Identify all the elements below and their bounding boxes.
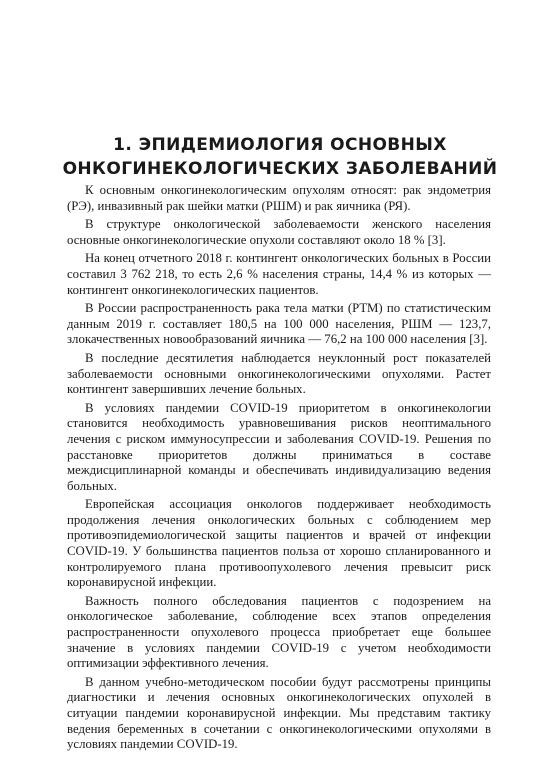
- paragraph-1: К основным онкогинекологическим опухолям относят: рак эндометрия (РЭ), инвазивный рак шейки матки (РШМ) и рак яичника (РЯ).: [67, 183, 491, 213]
- paragraph-5: В последние десятилетия наблюдается неуклонный рост показателей заболеваемости основными онкогинекологическими опухолями. Растет контингент завершивших лечение больных.: [67, 350, 491, 397]
- paragraph-8: Важность полного обследования пациентов с подозрением на онкологическое заболевание, соблюдение всех этапов определения распространенности опухолевого процесса приобретает еще большее значение в условиях пандемии COVID-19 с учетом необходимости оптимизации эффективного лечения.: [67, 593, 491, 671]
- chapter-title-line-1: 1. ЭПИДЕМИОЛОГИЯ ОСНОВНЫХ: [113, 135, 447, 155]
- chapter-title-line-2: ОНКОГИНЕКОЛОГИЧЕСКИХ ЗАБОЛЕВАНИЙ: [62, 159, 498, 179]
- paragraph-7: Европейская ассоциация онкологов поддерживает необходимость продолжения лечения онкологических больных с соблюдением мер противоэпидемиологической защиты пациентов и врачей от инфекции COVID-19. У большинства пациентов польза от хорошо спланированного и контролируемого плана противоопухолевого лечения превысит риск коронавирусной инфекции.: [67, 497, 491, 590]
- paragraph-3: На конец отчетного 2018 г. контингент онкологических больных в России составил 3 762 218, то есть 2,6 % населения страны, 14,4 % из которых — контингент онкогинекологических пациентов.: [67, 251, 491, 297]
- paragraph-2: В структуре онкологической заболеваемости женского населения основные онкогинекологические опухоли составляют около 18 % [3].: [67, 217, 491, 247]
- paragraph-4: В России распространенность рака тела матки (РТМ) по статистическим данным 2019 г. составляет 180,5 на 100 000 населения, РШМ — 123,7, злокачественных новообразований яичника — 76,2 на 100 000 населения [3].: [67, 301, 491, 347]
- body-text: [67, 183, 491, 756]
- paragraph-9: В данном учебно-методическом пособии будут рассмотрены принципы диагностики и лечения основных онкогинекологических опухолей в ситуации пандемии коронавирусной инфекции. Мы представим тактику ведения беременных в сочетании с онкогинекологическими опухолями в условиях пандемии COVID-19.: [67, 674, 491, 752]
- paragraph-6: В условиях пандемии COVID-19 приоритетом в онкогинекологии становится необходимость уравновешивания рисков неоптимального лечения с риском иммуносупрессии и заболевания COVID-19. Решения по расстановке приоритетов должны приниматься в составе междисциплинарной команды и обеспечивать индивидуализацию ведения больных.: [67, 400, 491, 493]
- chapter-title: [60, 133, 500, 181]
